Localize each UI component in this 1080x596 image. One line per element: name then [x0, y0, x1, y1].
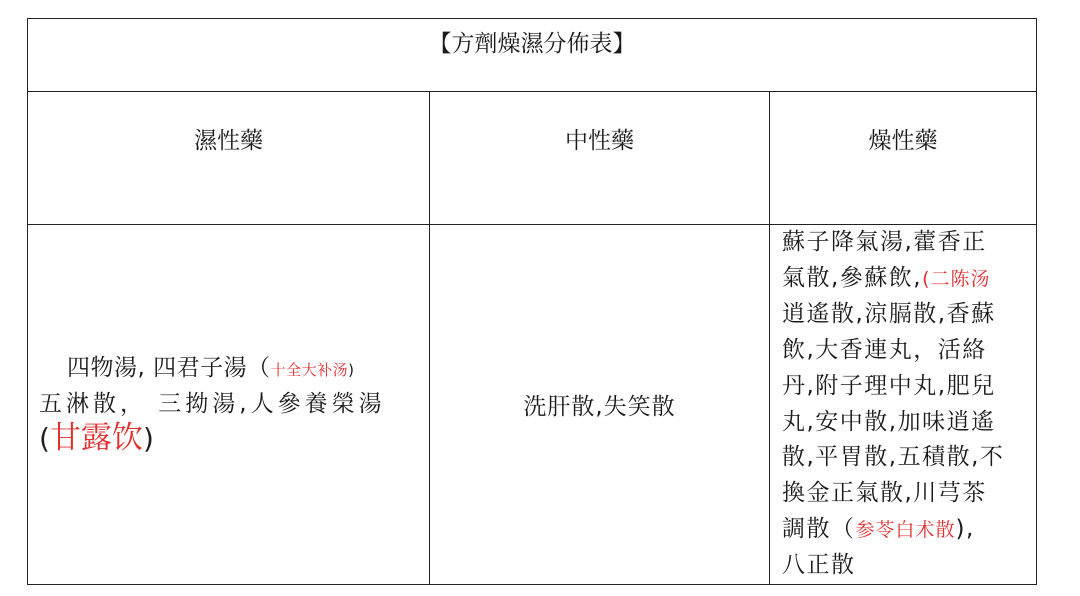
- dry-list: [770, 225, 1036, 584]
- dry-line-2-open: (: [922, 267, 931, 290]
- header-wet-cell: [28, 92, 430, 225]
- dry-line-9: [782, 512, 1036, 549]
- dry-line-2-main: 氣散,參蘇飲,: [782, 264, 923, 291]
- wet-line-3: [39, 421, 429, 458]
- dry-cell: [770, 225, 1037, 585]
- dry-line-3: 逍遙散,涼膈散,香蘇: [782, 301, 996, 328]
- wet-line-3-close: ): [142, 422, 154, 456]
- dry-line-9-note: 参苓白术散: [855, 518, 956, 541]
- dry-line-7: 散,平胃散,五積散,不: [782, 444, 1005, 471]
- formula-dryness-table: [27, 18, 1037, 585]
- dry-line-2-note: 二陈汤: [930, 267, 991, 290]
- header-wet: 濕性藥: [194, 128, 263, 154]
- wet-list: [28, 351, 429, 458]
- table-title-cell: [28, 19, 1037, 92]
- header-dry: 燥性藥: [868, 128, 938, 154]
- dry-line-9-main: 調散: [782, 515, 831, 542]
- wet-line-1-note: 十全大补汤: [270, 361, 349, 380]
- wet-line-1-open: （: [247, 355, 271, 382]
- dry-line-9-close: ),: [955, 515, 975, 542]
- dry-line-6: 丸,安中散,加味逍遙: [782, 408, 996, 435]
- dry-line-10: 八正散: [782, 552, 856, 579]
- wet-line-1-close: ): [348, 361, 355, 380]
- header-neutral: 中性藥: [565, 128, 634, 154]
- dry-line-5: 丹,附子理中丸,肥兒: [782, 372, 996, 399]
- dry-line-1: 蘇子降氣湯,藿香正: [782, 229, 987, 255]
- header-dry-cell: [770, 92, 1037, 225]
- dry-line-2: [782, 261, 1036, 298]
- wet-line-3-note: 甘露饮: [49, 420, 143, 457]
- dry-line-4: 飲,大香連丸，活絡: [782, 337, 987, 364]
- header-neutral-cell: [430, 92, 770, 225]
- neutral-list: 洗肝散,失笑散: [523, 394, 676, 421]
- wet-line-2: 五淋散， 三拗湯,人參養榮湯: [39, 391, 386, 418]
- wet-cell: [28, 225, 430, 585]
- dry-line-8: 換金正氣散,川芎茶: [782, 479, 987, 506]
- neutral-cell: [430, 225, 770, 585]
- wet-line-3-open: (: [39, 422, 50, 456]
- wet-line-1: [39, 351, 429, 387]
- table-title: 【方劑燥濕分佈表】: [428, 31, 636, 57]
- wet-line-1-main: 四物湯, 四君子湯: [67, 355, 248, 382]
- dry-line-9-open: （: [831, 515, 856, 542]
